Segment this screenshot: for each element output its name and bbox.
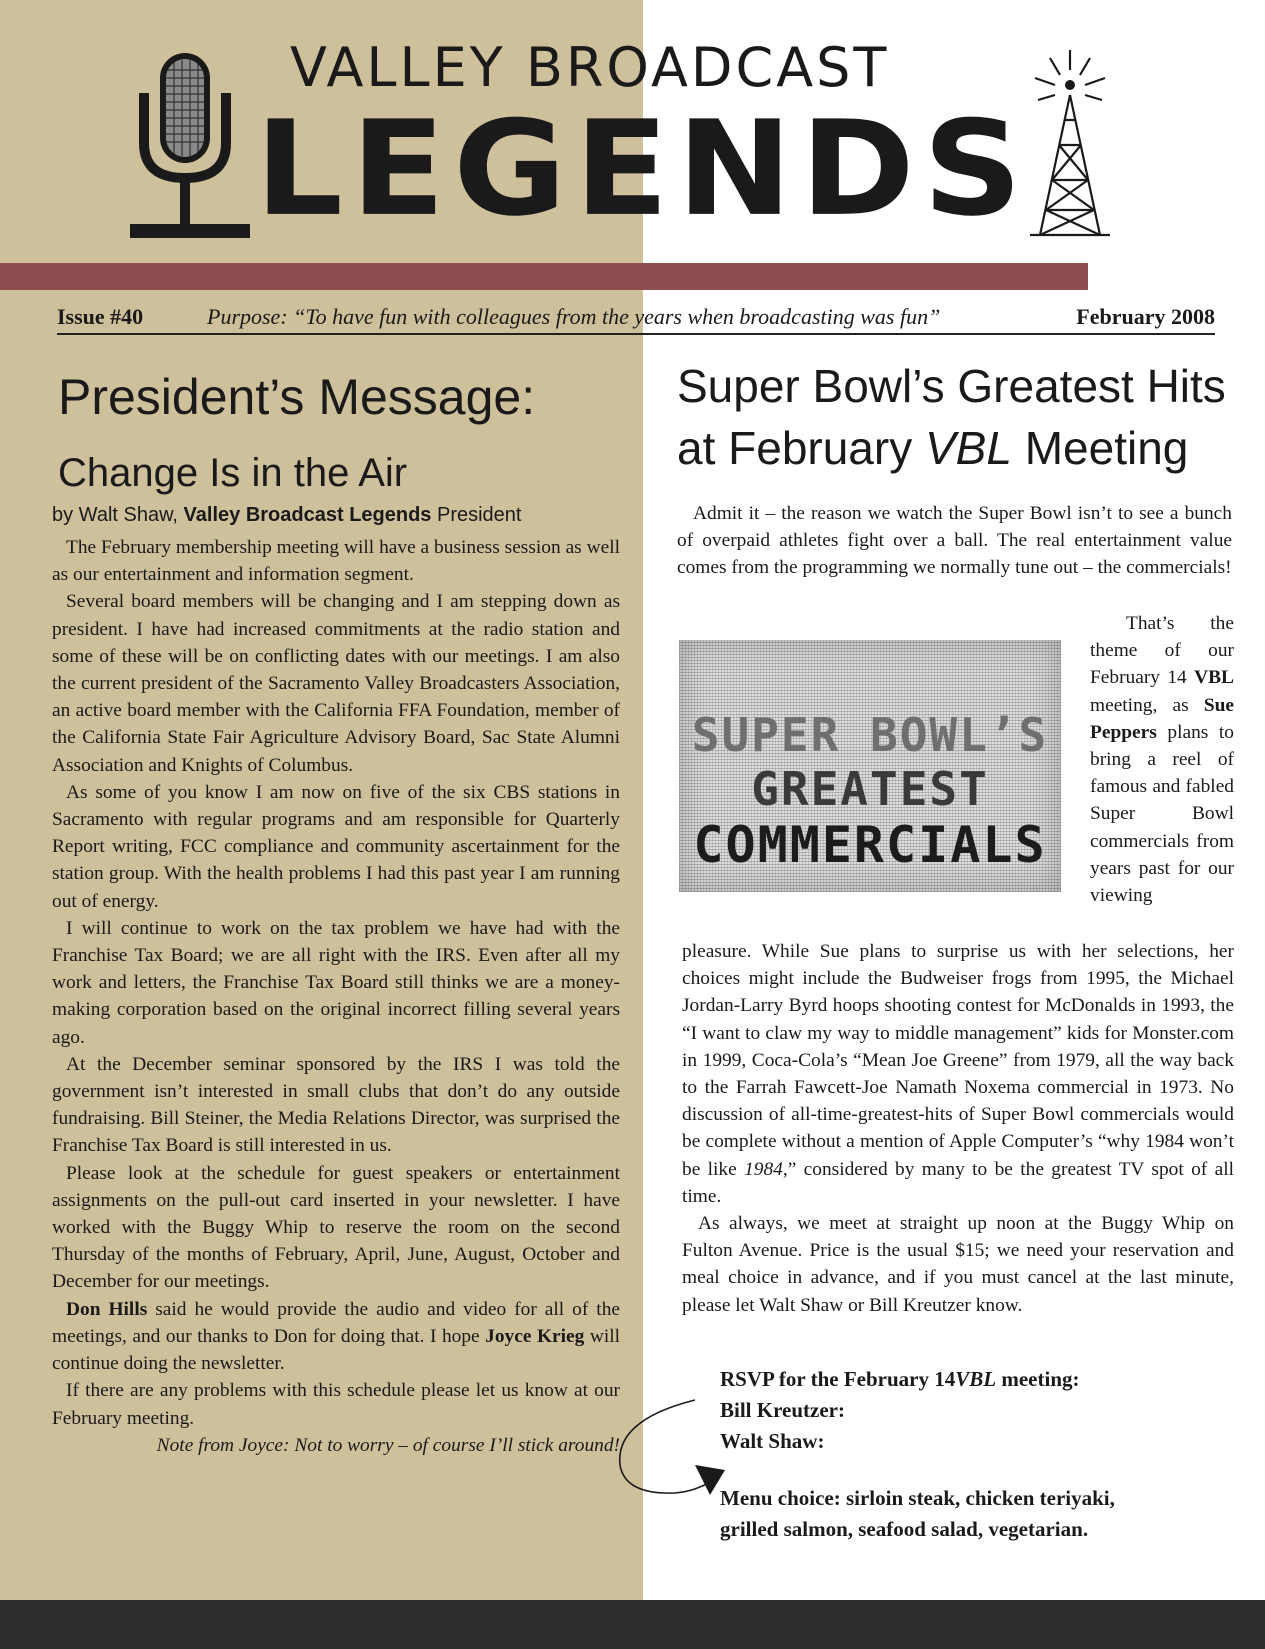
- super-bowl-intro: Admit it – the reason we watch the Super Bowl isn’t to see a bunch of overpaid athletes fight over a ball. The real entertainment value comes from the programming we normally tune out – the commercials!: [677, 503, 1232, 579]
- paragraph: The February membership meeting will have a business session as well as our entertainment and information segment.: [52, 537, 620, 586]
- paragraph: As some of you know I am now on five of the six CBS stations in Sacramento with regular programs and am responsible for Quarterly Report writing, FCC compliance and community ascertainment for the station group. With the health problems I had this past year I am running out of energy.: [52, 781, 620, 912]
- microphone-icon: [130, 48, 250, 243]
- menu-choice: Menu choice: sirloin steak, chicken teriyaki, grilled salmon, seafood salad, vegetarian.: [720, 1486, 1115, 1541]
- handdrawn-arrow-icon: [615, 1395, 735, 1505]
- radio-tower-icon: [1010, 40, 1130, 240]
- paragraph: Several board members will be changing and I am stepping down as president. I have had increased commitments at the radio station and some of these will be on conflicting dates with our meetings. I am also the current president of the Sacramento Valley Broadcasters Association, an active board member with the California FFA Foundation, member of the California State Fair Agriculture Advisory Board, Sac State Alumni Association and Knights of Columbus.: [52, 591, 620, 776]
- editor-note: Note from Joyce: Not to worry – of course I’ll stick around!: [156, 1434, 620, 1456]
- footer-bar: [0, 1600, 1265, 1649]
- super-bowl-headline: Super Bowl’s Greatest Hits at February VBL Meeting: [677, 360, 1226, 474]
- presidents-message-title: President’s Message:: [58, 369, 536, 425]
- paragraph: At the December seminar sponsored by the IRS I was told the government isn’t interested in small clubs that don’t do any outside fundraising. Bill Steiner, the Media Relations Director, was surprised the Franchise Tax Board is still interested in us.: [52, 1053, 620, 1157]
- accent-bar: [0, 263, 1088, 290]
- presidents-message-subtitle: Change Is in the Air: [58, 451, 408, 495]
- issue-number: Issue #40: [57, 304, 144, 329]
- presidents-message-body: [52, 534, 620, 1459]
- masthead-title: LEGENDS: [255, 92, 1031, 246]
- purpose-statement: Purpose: “To have fun with colleagues from the years when broadcasting was fun”: [207, 304, 941, 329]
- paragraph: If there are any problems with this schedule please let us know at our February meeting.: [52, 1380, 620, 1429]
- header-rule: [57, 333, 1215, 335]
- paragraph: Please look at the schedule for guest speakers or entertainment assignments on the pull-out card inserted in your newsletter. I have worked with the Buggy Whip to reserve the room on the second Thursday of the months of February, April, June, August, October and December for our meetings.: [52, 1162, 620, 1293]
- paragraph: Don Hills said he would provide the audio and video for all of the meetings, and our thanks to Don for doing that. I hope Joyce Krieg will continue doing the newsletter.: [52, 1298, 621, 1375]
- rsvp-bill: Bill Kreutzer:: [720, 1398, 845, 1422]
- super-bowl-body: pleasure. While Sue plans to surprise us with her selections, her choices might include the Budweiser frogs from 1995, the Michael Jordan-Larry Byrd hoops shooting contest for McDonalds in 1993, the “I want to claw my way to middle management” kids for Monster.com in 1999, Coca-Cola’s “Mean Joe Greene” from 1979, all the way back to the Farrah Fawcett-Joe Namath Noxema commercial in 1973. No discussion of all-time-greatest-hits of Super Bowl commercials would be complete without a mention of Apple Computer’s “why 1984 won’t be like 1984,” considered by many to be the greatest TV spot of all time. As always, we meet at straight up noon at the Buggy Whip on Fulton Avenue. Price is the usual $15; we need your reservation and meal choice in advance, and if you must cancel at the last minute, please let Walt Shaw or Bill Kreutzer know.: [682, 941, 1234, 1316]
- issue-line: [57, 300, 1215, 334]
- masthead-subtitle: VALLEY BROADCAST: [290, 36, 890, 99]
- rsvp-walt: Walt Shaw:: [720, 1429, 825, 1453]
- issue-date: February 2008: [1076, 304, 1215, 329]
- rsvp-block: RSVP for the February 14VBL meeting: Bill Kreutzer: Walt Shaw:: [720, 1364, 1080, 1457]
- commercials-promo-image: SUPER BOWL’S GREATEST COMMERCIALS: [679, 640, 1061, 892]
- byline: by Walt Shaw, Valley Broadcast Legends President: [52, 504, 522, 526]
- super-bowl-sidebar-text: That’s the theme of our February 14 VBL meeting, as Sue Peppers plans to bring a reel of famous and fabled Super Bowl commercials from years past for our viewing: [1090, 613, 1234, 907]
- paragraph: I will continue to work on the tax problem we have had with the Franchise Tax Board; we are all right with the IRS. Even after all my work and letters, the Franchise Tax Board still thinks we are a money-making corporation based on the original incorrect filling several years ago.: [52, 917, 620, 1048]
